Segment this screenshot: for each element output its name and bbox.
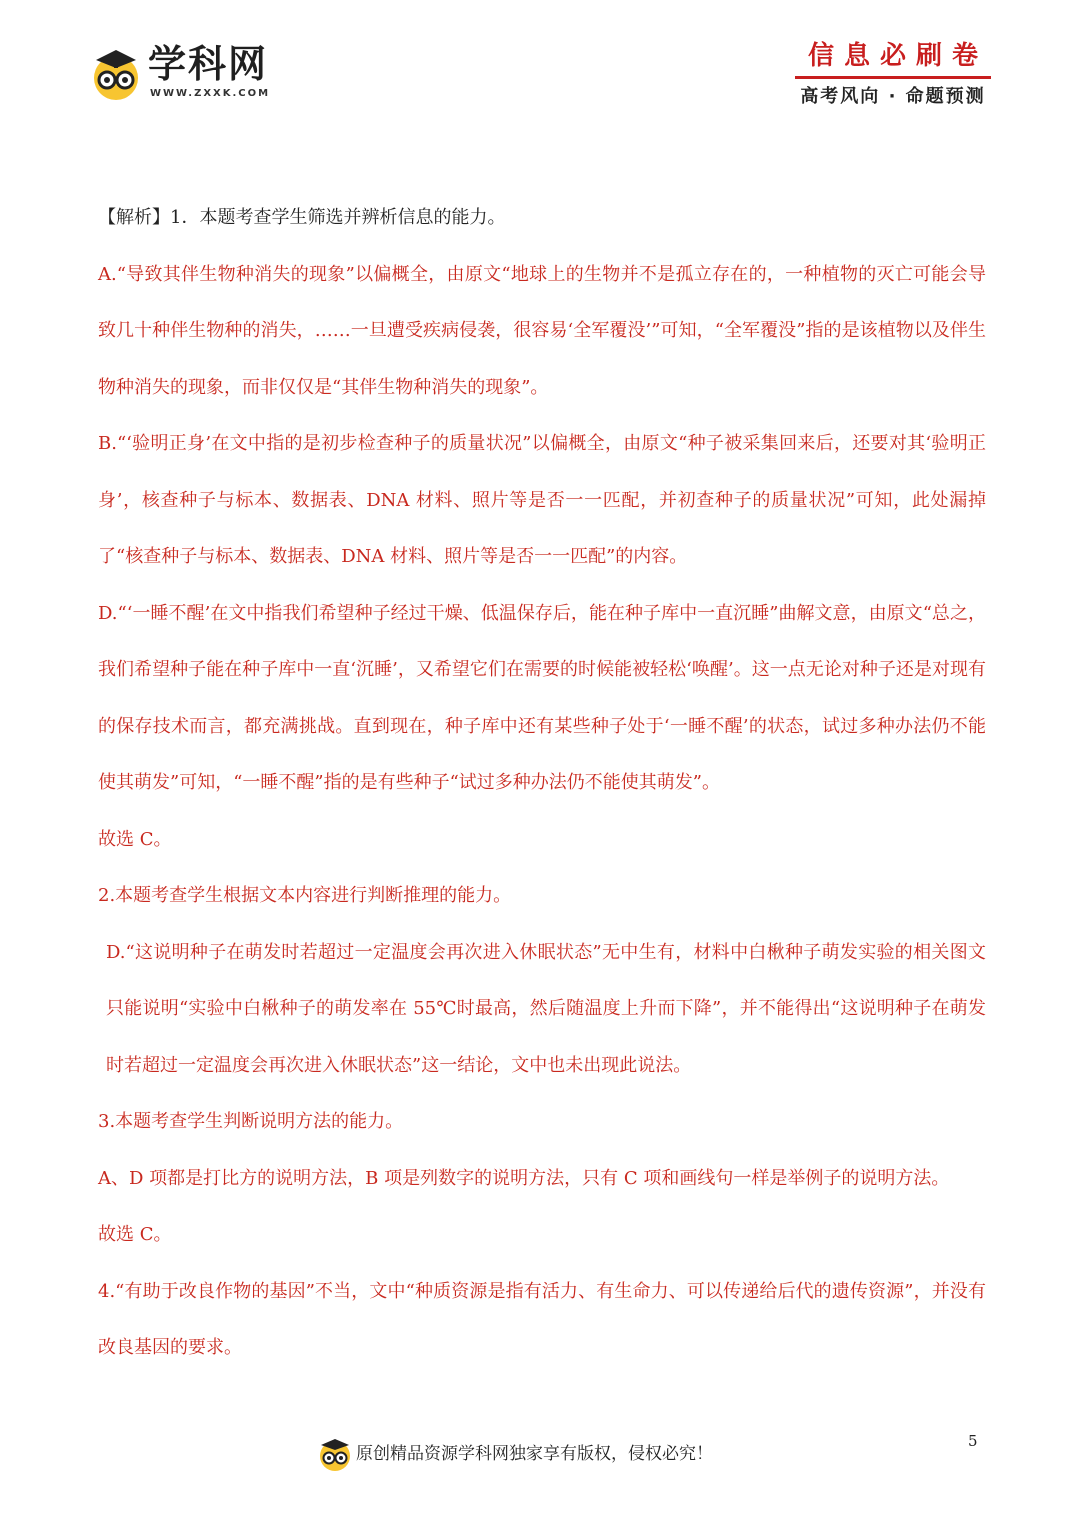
page-number: 5 bbox=[968, 1432, 978, 1450]
paragraph: 【解析】1．本题考查学生筛选并辨析信息的能力。 bbox=[98, 207, 506, 228]
logo-url: WWW.ZXXK.COM bbox=[150, 88, 271, 99]
logo-name: 学科网 bbox=[148, 42, 269, 86]
paragraph: 4.“有助于改良作物的基因”不当，文中“种质资源是指有活力、有生命力、可以传递给后代的遗传资源”，并没有改良基因的要求。 bbox=[98, 1280, 986, 1358]
page-footer bbox=[0, 1420, 1080, 1500]
paragraph: D.“‘一睡不醒’在文中指我们希望种子经过干燥、低温保存后，能在种子库中一直沉睡”曲解文意，由原文“总之，我们希望种子能在种子库中一直‘沉睡’，又希望它们在需要的时候能被轻松‘唤醒’。这一点无论对种子还是对现有的保存技术而言，都充满挑战。直到现在，种子库中还有某些种子处于‘一睡不醒’的状态，试过多种办法仍不能使其萌发”可知，“一睡不醒”指的是有些种子“试过多种办法仍不能使其萌发”。 bbox=[98, 602, 986, 793]
analysis-content bbox=[98, 190, 986, 1377]
paragraph: A、D 项都是打比方的说明方法，B 项是列数字的说明方法，只有 C 项和画线句一样是举例子的说明方法。 bbox=[98, 1167, 950, 1189]
paragraph: B.“‘验明正身’在文中指的是初步检查种子的质量状况”以偏概全，由原文“种子被采集回来后，还要对其‘验明正身’，核查种子与标本、数据表、DNA 材料、照片等是否一一匹配，并初查种子的质量状况”可知，此处漏掉了“核查种子与标本、数据表、DNA 材料、照片等是否一一匹配”的内容。 bbox=[98, 433, 986, 567]
paragraph: 故选 C。 bbox=[98, 828, 172, 850]
paragraph: 3.本题考查学生判断说明方法的能力。 bbox=[98, 1111, 404, 1132]
badge-title: 信息必刷卷 bbox=[808, 41, 989, 71]
page-header bbox=[0, 0, 1080, 120]
paragraph: D.“这说明种子在萌发时若超过一定温度会再次进入休眠状态”无中生有，材料中白楸种子萌发实验的相关图文只能说明“实验中白楸种子的萌发率在 55℃时最高，然后随温度上升而下降”，并不能得出“这说明种子在萌发时若超过一定温度会再次进入休眠状态”这一结论，文中也未出现此说法。 bbox=[106, 941, 986, 1076]
paragraph: 2.本题考查学生根据文本内容进行判断推理的能力。 bbox=[98, 885, 512, 906]
logo-owl-icon bbox=[316, 1436, 354, 1472]
copyright-notice: 原创精品资源学科网独家享有版权，侵权必究！ bbox=[356, 1444, 713, 1464]
badge-divider bbox=[795, 76, 991, 79]
badge-subtitle: 高考风向 · 命题预测 bbox=[800, 86, 986, 107]
paragraph: 故选 C。 bbox=[98, 1224, 172, 1245]
paragraph: A.“导致其伴生物种消失的现象”以偏概全，由原文“地球上的生物并不是孤立存在的，一种植物的灭亡可能会导致几十种伴生物种的消失，……一旦遭受疾病侵袭，很容易‘全军覆没’”可知，“全军覆没”指的是该植物以及伴生物种消失的现象，而非仅仅是“其伴生物种消失的现象”。 bbox=[98, 263, 986, 398]
